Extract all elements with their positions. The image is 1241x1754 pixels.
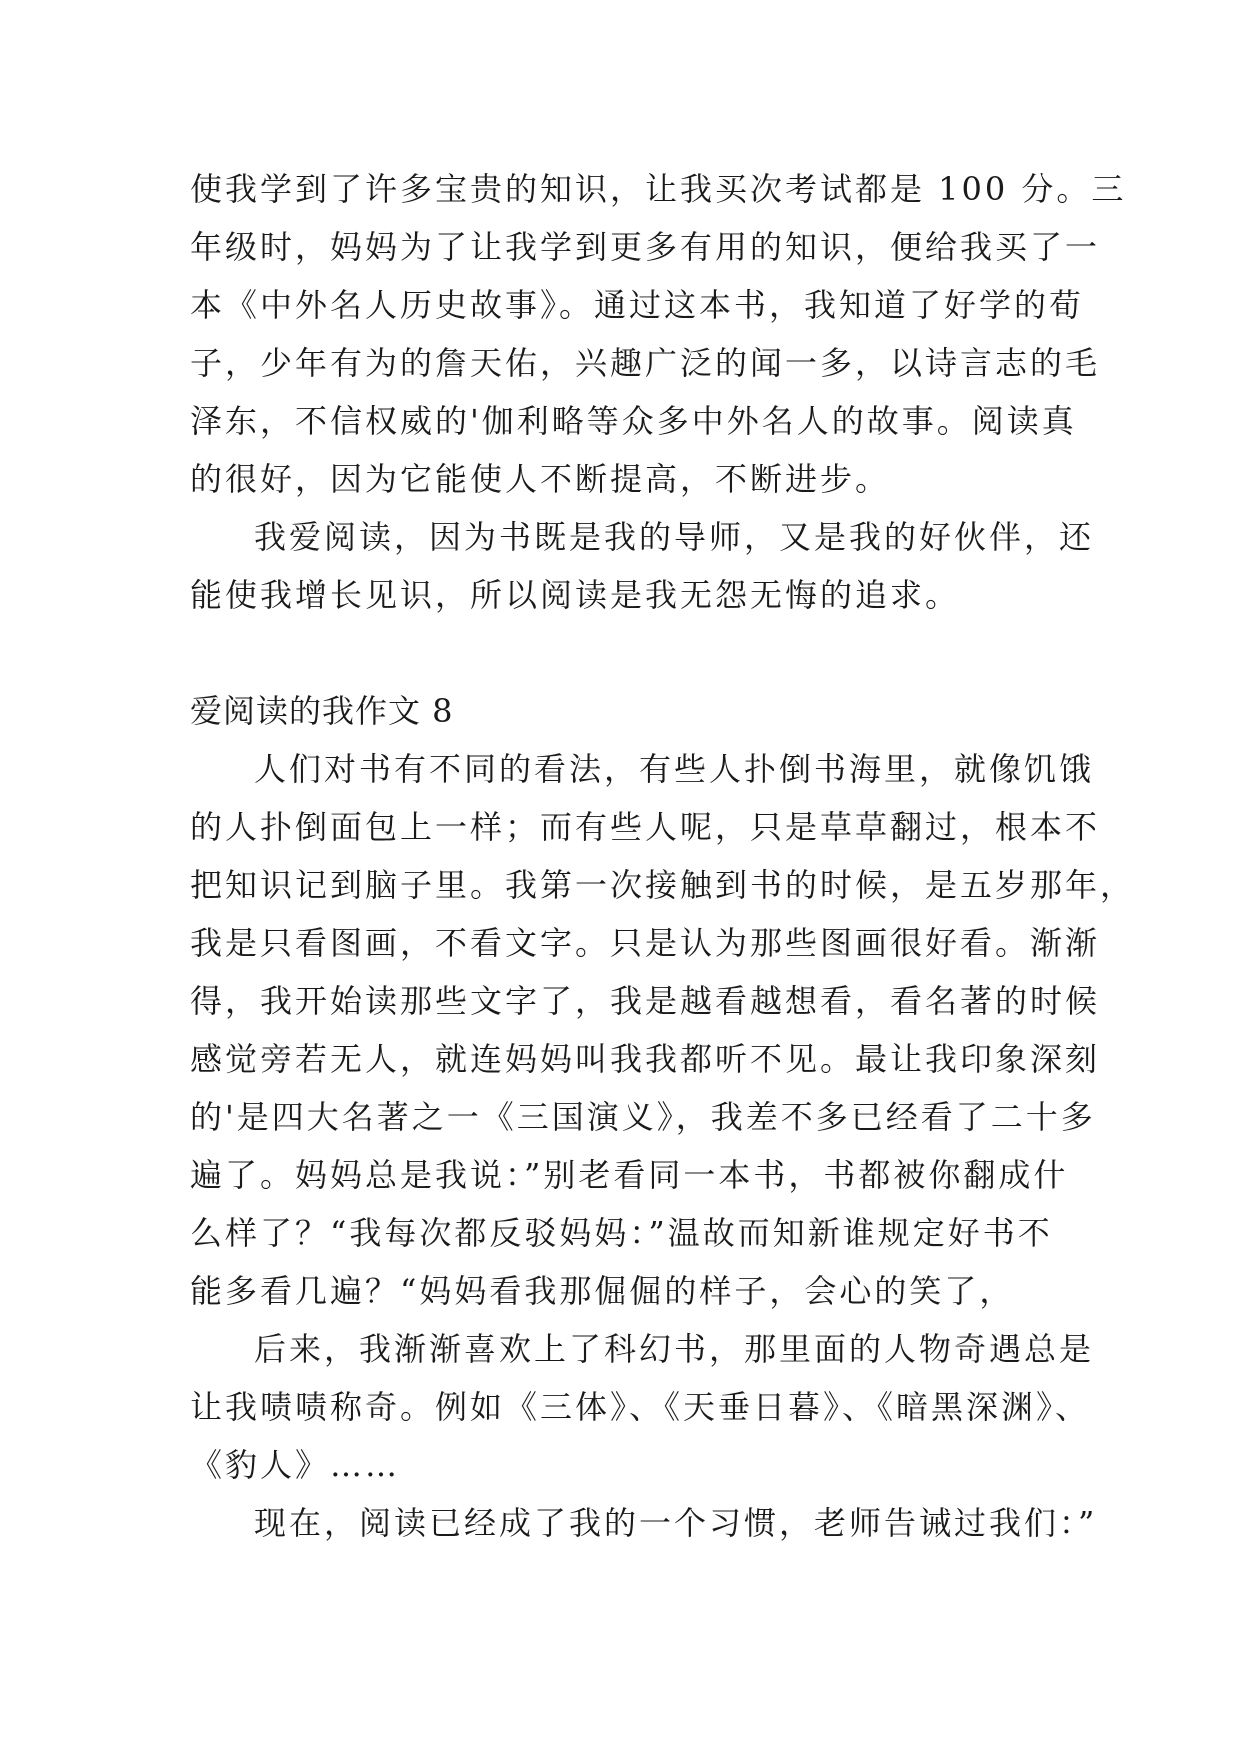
text-line: 后来，我渐渐喜欢上了科幻书，那里面的人物奇遇总是 xyxy=(254,1330,1095,1368)
paragraph-5 xyxy=(190,1494,1098,1552)
text-line: 我是只看图画，不看文字。只是认为那些图画很好看。渐渐 xyxy=(190,924,1101,962)
text-line: 人们对书有不同的看法，有些人扑倒书海里，就像饥饿 xyxy=(254,750,1095,788)
text-line: 得，我开始读那些文字了，我是越看越想看，看名著的时候 xyxy=(190,982,1101,1020)
text-line: 么样了？“我每次都反驳妈妈：”温故而知新谁规定好书不 xyxy=(190,1214,1053,1252)
paragraph-2 xyxy=(190,508,1095,624)
text-line: 让我啧啧称奇。例如《三体》、《天垂日暮》、《暗黑深渊》、 xyxy=(190,1388,1091,1426)
text-line: 我爱阅读，因为书既是我的导师，又是我的好伙伴，还 xyxy=(254,518,1095,556)
document-page xyxy=(190,160,1136,1552)
paragraph-1 xyxy=(190,160,1127,508)
text-line: 的很好，因为它能使人不断提高，不断进步。 xyxy=(190,460,891,498)
text-line: 现在，阅读已经成了我的一个习惯，老师告诫过我们：” xyxy=(254,1504,1098,1542)
text-line: 遍了。妈妈总是我说：”别老看同一本书，书都被你翻成什 xyxy=(190,1156,1069,1194)
text-line: 子，少年有为的詹天佑，兴趣广泛的闻一多，以诗言志的毛 xyxy=(190,344,1101,382)
text-line: 年级时，妈妈为了让我学到更多有用的知识，便给我买了一 xyxy=(190,228,1101,266)
text-line: 的人扑倒面包上一样；而有些人呢，只是草草翻过，根本不 xyxy=(190,808,1101,846)
paragraph-3 xyxy=(190,740,1136,1320)
essay-title: 爱阅读的我作文 8 xyxy=(190,692,454,730)
text-line: 能使我增长见识，所以阅读是我无怨无悔的追求。 xyxy=(190,576,961,614)
text-line: 泽东，不信权威的'伽利略等众多中外名人的故事。阅读真 xyxy=(190,402,1077,440)
text-line: 把知识记到脑子里。我第一次接触到书的时候，是五岁那年， xyxy=(190,866,1136,904)
text-line: 《豹人》…… xyxy=(190,1446,401,1484)
section-spacer xyxy=(190,624,1060,682)
text-line: 本《中外名人历史故事》。通过这本书，我知道了好学的荀 xyxy=(190,286,1085,324)
paragraph-4 xyxy=(190,1320,1095,1494)
text-line: 使我学到了许多宝贵的知识，让我买次考试都是 100 分。三 xyxy=(190,170,1127,208)
text-line: 能多看几遍？“妈妈看我那倔倔的样子，会心的笑了， xyxy=(190,1272,1015,1310)
text-line: 感觉旁若无人，就连妈妈叫我我都听不见。最让我印象深刻 xyxy=(190,1040,1101,1078)
text-line: 的'是四大名著之一《三国演义》，我差不多已经看了二十多 xyxy=(190,1098,1096,1136)
